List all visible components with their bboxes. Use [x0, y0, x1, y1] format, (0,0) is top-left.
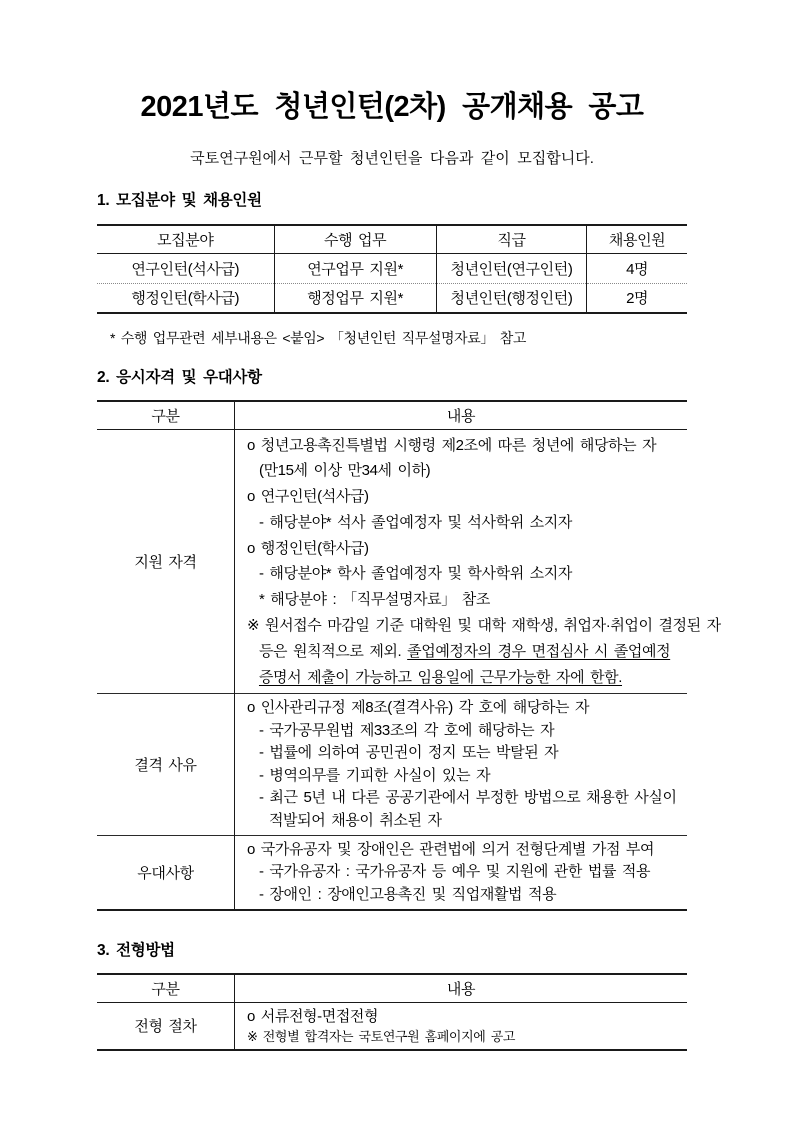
row-label-cell: 결격 사유: [134, 757, 197, 775]
recruitment-table-header-row: [97, 225, 687, 253]
content-line: - 해당분야* 석사 졸업예정자 및 석사학위 소지자: [258, 513, 572, 531]
table-row: [97, 253, 687, 283]
content-line: o 연구인턴(석사급): [246, 488, 369, 506]
table-row: [97, 283, 687, 313]
selection-method-table: [97, 973, 687, 1051]
table-header-cell: 모집분야: [97, 225, 274, 253]
content-line: o 행정인턴(학사급): [246, 539, 369, 557]
table-cell: 2명: [587, 283, 687, 313]
underlined-text: 증명서 제출이 가능하고 임용일에 근무가능한 자에 한함.: [258, 668, 623, 686]
row-content-cell: [234, 835, 687, 910]
page-title: 2021년도 청년인턴(2차) 공개채용 공고: [140, 91, 644, 123]
table-header-cell: 내용: [234, 974, 687, 1002]
table-header-cell: 수행 업무: [274, 225, 436, 253]
content-line: * 해당분야 : 「직무설명자료」 참조: [258, 591, 490, 609]
content-line: - 국가공무원법 제33조의 각 호에 해당하는 자: [258, 721, 555, 739]
section3-heading: 3. 전형방법: [97, 942, 175, 960]
row-label-cell: 우대사항: [137, 865, 194, 883]
row-label-cell: 전형 절차: [134, 1018, 197, 1036]
content-line: o 인사관리규정 제8조(결격사유) 각 호에 해당하는 자: [246, 699, 590, 717]
underlined-text: 졸업예정자의 경우 면접심사 시 졸업예정: [407, 642, 671, 660]
row-content-cell: [234, 1002, 687, 1050]
recruitment-footnote: * 수행 업무관련 세부내용은 <붙임> 「청년인턴 직무설명자료」 참고: [110, 330, 527, 346]
content-line: o 서류전형-면접전형: [246, 1007, 379, 1025]
table-cell: 행정업무 지원*: [274, 283, 436, 313]
qualification-table: [97, 400, 721, 911]
table-cell: 청년인턴(연구인턴): [436, 253, 586, 283]
content-line: - 병역의무를 기피한 사실이 있는 자: [258, 766, 491, 784]
table-header-cell: 구분: [97, 974, 234, 1002]
table-row: [97, 1002, 687, 1050]
content-line: 등은 원칙적으로 제외. 졸업예정자의 경우 면접심사 시 졸업예정: [258, 642, 671, 660]
table-cell: 연구인턴(석사급): [131, 260, 240, 278]
section2-heading: 2. 응시자격 및 우대사항: [97, 369, 262, 386]
table-row: [97, 694, 687, 835]
content-line: o 청년고용촉진특별법 시행령 제2조에 따른 청년에 해당하는 자: [246, 436, 657, 454]
table-header-cell: 내용: [234, 401, 687, 429]
table-cell: 행정인턴(학사급): [131, 290, 240, 308]
section1-heading: 1. 모집분야 및 채용인원: [97, 192, 262, 209]
row-content-cell: [234, 429, 721, 694]
content-line: ※ 원서접수 마감일 기준 대학원 및 대학 재학생, 취업자·취업이 결정된 자: [246, 617, 721, 635]
content-line: o 국가유공자 및 장애인은 관련법에 의거 전형단계별 가점 부여: [246, 840, 655, 858]
page-subtitle: 국토연구원에서 근무할 청년인턴을 다음과 같이 모집합니다.: [190, 150, 594, 167]
content-line: - 해당분야* 학사 졸업예정자 및 학사학위 소지자: [258, 565, 572, 583]
row-label-cell: 지원 자격: [134, 553, 197, 571]
content-line: (만15세 이상 만34세 이하): [258, 462, 431, 480]
qualification-table-header-row: [97, 401, 687, 429]
content-line: - 법률에 의하여 공민권이 정지 또는 박탈된 자: [258, 744, 559, 762]
table-cell: 청년인턴(행정인턴): [436, 283, 586, 313]
recruitment-table: [97, 224, 687, 314]
table-row: [97, 429, 687, 694]
selection-method-table-header-row: [97, 974, 687, 1002]
content-line: - 장애인 : 장애인고용촉진 및 직업재활법 적용: [258, 885, 557, 903]
content-line: [243, 665, 683, 691]
row-content-cell: [234, 694, 687, 835]
table-header-cell: 직급: [436, 225, 586, 253]
content-line: - 최근 5년 내 다른 공공기관에서 부정한 방법으로 채용한 사실이: [258, 789, 677, 807]
content-line: - 국가유공자 : 국가유공자 등 예우 및 지원에 관한 법률 적용: [258, 863, 651, 881]
table-header-cell: 구분: [97, 401, 234, 429]
content-line: ※ 전형별 합격자는 국토연구원 홈페이지에 공고: [246, 1028, 516, 1044]
table-cell: 연구업무 지원*: [274, 253, 436, 283]
content-line: 적발되어 채용이 취소된 자: [268, 811, 442, 829]
table-row: [97, 835, 687, 910]
table-header-cell: 채용인원: [587, 225, 687, 253]
table-cell: 4명: [587, 253, 687, 283]
